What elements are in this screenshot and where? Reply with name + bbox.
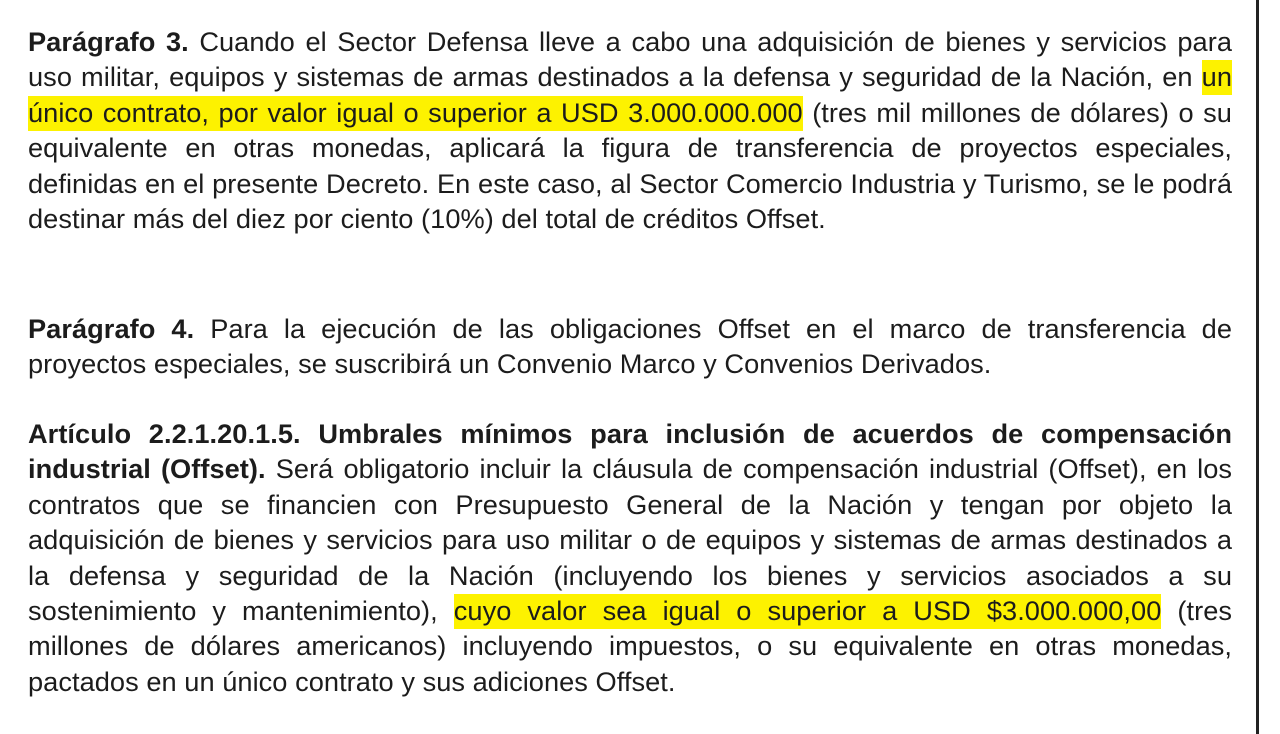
paragraph-3-text-before: Cuando el Sector Defensa lleve a cabo una adquisición de bienes y servicios para uso militar, equipos y sistemas de armas destinados a la defensa y seguridad de la Nación, en (28, 26, 1232, 93)
article-text-before: Será obligatorio incluir la cláusula de compensación industrial (Offset), en los contratos que se financien con Presupuesto General de la Nación y tengan por objeto la adquisición de bienes y servicios para uso militar o de equipos y sistemas de armas destinados a la defensa y seguridad de la Nación (incluyendo los bienes y servicios asociados a su sostenimiento y mantenimiento), (28, 453, 1233, 627)
paragraph-4 (28, 311, 1232, 382)
paragraph-3-text-after: (tres mil millones de dólares) o su equivalente en otras monedas, aplicará la figura de transferencia de proyectos especiales, definidas en el presente Decreto. En este caso, al Sector Comercio Industria y Turismo, se le podrá destinar más del diez por ciento (10%) del total de créditos Offset. (28, 96, 1232, 235)
paragraph-3-heading: Parágrafo 3. (28, 26, 189, 57)
paragraph-4-text: Para la ejecución de las obligaciones Offset en el marco de transferencia de proyectos especiales, se suscribirá un Convenio Marco y Convenios Derivados. (28, 313, 1232, 380)
article-text-after: (tres millones de dólares americanos) incluyendo impuestos, o su equivalente en otras monedas, pactados en un único contrato y sus adiciones Offset. (28, 595, 1233, 697)
article-highlight: cuyo valor sea igual o superior a USD $3.000.000,00 (454, 594, 1162, 629)
paragraph-3 (28, 24, 1232, 236)
paragraph-4-heading: Parágrafo 4. (28, 313, 195, 344)
page-edge-line (1256, 0, 1259, 734)
article-2-2-1-20-1-5 (28, 416, 1232, 699)
article-heading: Artículo 2.2.1.20.1.5. Umbrales mínimos para inclusión de acuerdos de compensación industrial (Offset). (28, 418, 1232, 485)
paragraph-3-highlight: un único contrato, por valor igual o superior a USD 3.000.000.000 (28, 60, 1232, 130)
